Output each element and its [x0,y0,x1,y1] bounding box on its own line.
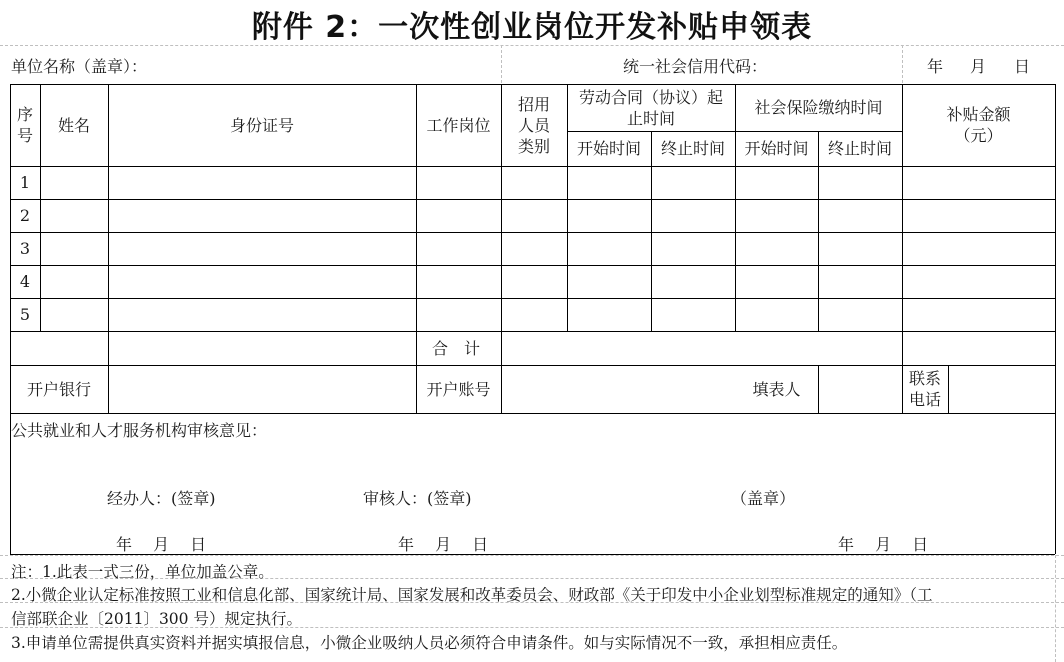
row-number: 5 [19,305,31,324]
row-number: 4 [19,272,31,291]
seal-date: 年 月 日 [838,535,929,554]
phone-label: 联系电话 [909,369,942,409]
header-contract-end: 终止时间 [660,139,725,158]
sheet-gridline [0,555,1064,556]
form-title: 附件 2：一次性创业岗位开发补贴申领表 [251,10,813,45]
total-label: 合 计 [431,338,480,358]
date-day-label: 日 [1014,57,1031,76]
filler-label: 填表人 [752,379,801,399]
seal-label: （盖章） [731,489,796,508]
header-subsidy-amount: 补贴金额（元） [946,105,1011,145]
header-contract-start: 开始时间 [576,139,641,158]
row-number: 1 [19,173,31,192]
note-line: 3.申请单位需提供真实资料并据实填报信息，小微企业吸纳人员必须符合申请条件。如与实际情况不一致，承担相应责任。 [11,634,848,652]
header-insurance-end: 终止时间 [827,139,892,158]
account-label: 开户账号 [426,379,491,399]
header-seq: 序号 [16,105,33,145]
note-line: 信部联企业〔2011〕300 号）规定执行。 [11,610,302,628]
credit-code-label: 统一社会信用代码： [623,57,768,76]
header-insurance-start: 开始时间 [744,139,809,158]
sheet-gridline [501,45,502,83]
row-number: 3 [19,239,31,258]
header-name: 姓名 [57,115,90,135]
handler-date: 年 月 日 [116,535,207,554]
unit-name-label: 单位名称（盖章）： [11,57,148,76]
sheet-gridline [1055,555,1056,662]
date-month-label: 月 [970,57,987,76]
note-line: 2.小微企业认定标准按照工业和信息化部、国家统计局、国家发展和改革委员会、财政部《关于印发中小企业划型标准规定的通知》（工 [11,586,933,604]
note-line: 注：1.此表一式三份，单位加盖公章。 [11,563,274,581]
header-position: 工作岗位 [426,115,491,135]
row-number: 2 [19,206,31,225]
review-heading: 公共就业和人才服务机构审核意见： [11,421,268,440]
header-social-insurance: 社会保险缴纳时间 [754,98,883,117]
header-id-number: 身份证号 [229,115,294,135]
date-year-label: 年 [927,57,944,76]
sheet-gridline [0,45,1064,46]
header-recruit-type: 招用人员类别 [517,94,550,156]
reviewer-signature-label: 审核人：(签章) [363,489,472,508]
reviewer-date: 年 月 日 [398,535,489,554]
bank-label: 开户银行 [26,379,91,399]
handler-signature-label: 经办人：(签章) [107,489,216,508]
header-labor-contract: 劳动合同（协议）起止时间 [578,87,723,128]
sheet-gridline [902,45,903,83]
